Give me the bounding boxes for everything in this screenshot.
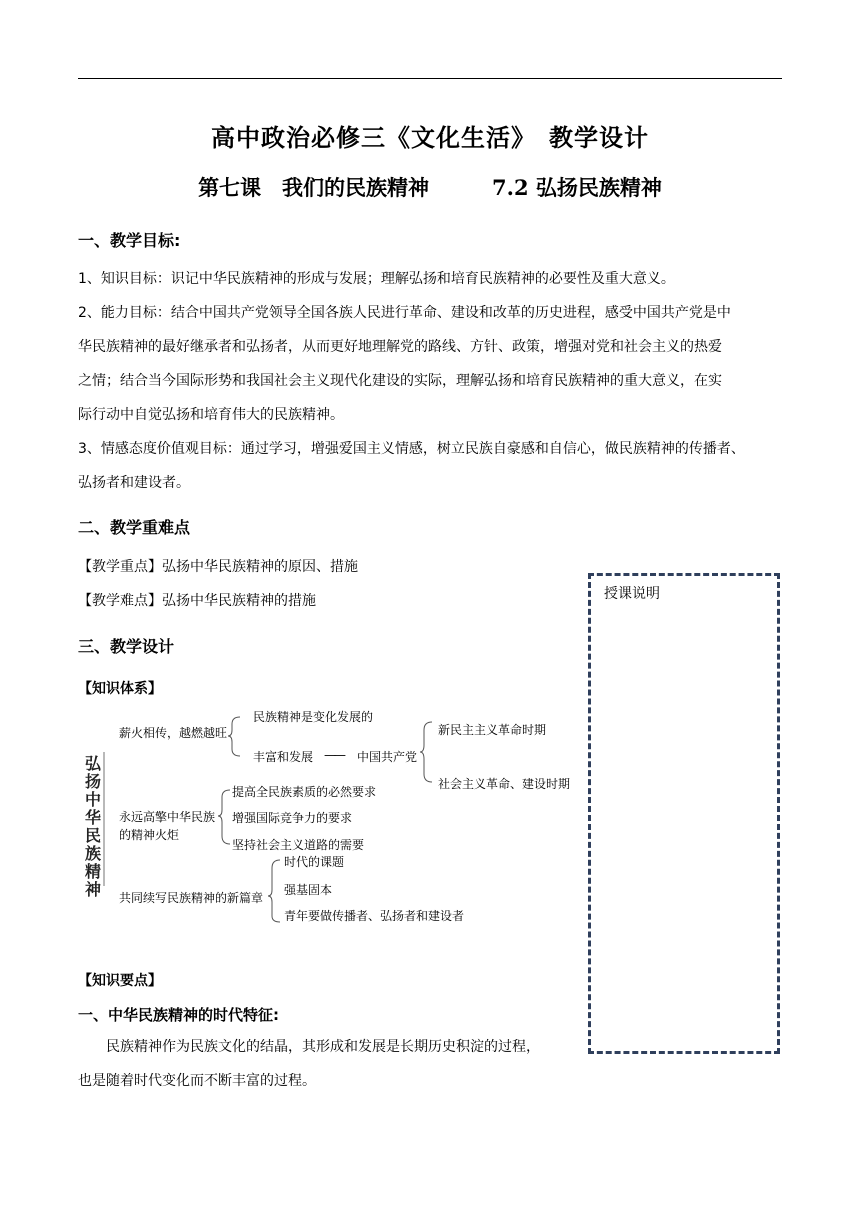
objective-ability-line-2: 华民族精神的最好继承者和弘扬者，从而更好地理解党的路线、方针、政策，增强对党和社会主义的热爱 bbox=[78, 339, 722, 355]
objective-ability-line-3: 之情；结合当今国际形势和我国社会主义现代化建设的实际，理解弘扬和培育民族精神的重大意义，在实 bbox=[78, 373, 722, 389]
brace-branch2 bbox=[218, 790, 230, 844]
knowledge-points-heading: 一、中华民族精神的时代特征: bbox=[78, 1006, 279, 1024]
diagram-branch2-line2: 的精神火炬 bbox=[119, 828, 180, 842]
diagram-branch1-dash: —— bbox=[324, 748, 344, 762]
knowledge-paragraph-line-2: 也是随着时代变化而不断丰富的过程。 bbox=[78, 1073, 316, 1089]
brace-branch1 bbox=[228, 717, 240, 756]
diagram-branch1-sub1: 民族精神是变化发展的 bbox=[253, 710, 374, 724]
diagram-root-label: 弘 扬 中 华 民 族 精 神 bbox=[84, 754, 101, 899]
diagram-branch2-sub2: 增强国际竞争力的要求 bbox=[232, 811, 353, 825]
diagram-branch3-sub1: 时代的课题 bbox=[284, 855, 345, 869]
document-title: 高中政治必修三《文化生活》 教学设计 bbox=[211, 124, 649, 152]
document-subtitle: 第七课 我们的民族精神 7.2 弘扬民族精神 bbox=[198, 175, 662, 200]
diagram-branch1-sub2: 丰富和发展 bbox=[253, 750, 314, 764]
diagram-branch2-line1: 永远高擎中华民族 bbox=[119, 810, 216, 824]
diagram-branch1: 薪火相传，越燃越旺 bbox=[119, 726, 228, 740]
diagram-party-sub2: 社会主义革命、建设时期 bbox=[438, 777, 571, 791]
knowledge-points-label: 【知识要点】 bbox=[78, 973, 162, 989]
objective-knowledge: 1、知识目标：识记中华民族精神的形成与发展；理解弘扬和培育民族精神的必要性及重大意义。 bbox=[78, 271, 675, 287]
diagram-branch3-sub2: 强基固本 bbox=[284, 883, 333, 897]
objective-emotion-line-1: 3、情感态度价值观目标：通过学习，增强爱国主义情感，树立民族自豪感和自信心，做民族精神的传播者、 bbox=[78, 441, 745, 457]
objective-emotion-line-2: 弘扬者和建设者。 bbox=[78, 475, 190, 491]
section-heading-key-points: 二、教学重难点 bbox=[78, 518, 191, 537]
key-point: 【教学重点】弘扬中华民族精神的原因、措施 bbox=[78, 559, 358, 575]
diagram-branch2-sub1: 提高全民族素质的必然要求 bbox=[232, 785, 377, 799]
section-heading-design: 三、教学设计 bbox=[78, 637, 175, 656]
brace-branch3 bbox=[268, 860, 280, 922]
difficult-point: 【教学难点】弘扬中华民族精神的措施 bbox=[78, 593, 316, 609]
diagram-branch3: 共同续写民族精神的新篇章 bbox=[119, 891, 264, 905]
teaching-notes-title: 授课说明 bbox=[604, 586, 660, 602]
diagram-branch3-sub3: 青年要做传播者、弘扬者和建设者 bbox=[284, 909, 465, 923]
brace-party bbox=[420, 722, 432, 782]
diagram-branch2-sub3: 坚持社会主义道路的需要 bbox=[232, 838, 365, 852]
objective-ability-line-4: 际行动中自觉弘扬和培育伟大的民族精神。 bbox=[78, 407, 344, 423]
diagram-party-sub1: 新民主主义革命时期 bbox=[438, 723, 547, 737]
diagram-party: 中国共产党 bbox=[357, 750, 418, 764]
teaching-notes-box[interactable] bbox=[588, 573, 780, 1054]
section-heading-objectives: 一、教学目标: bbox=[78, 231, 181, 250]
knowledge-paragraph-line-1: 民族精神作为民族文化的结晶，其形成和发展是长期历史积淀的过程， bbox=[78, 1039, 540, 1055]
objective-ability-line-1: 2、能力目标：结合中国共产党领导全国各族人民进行革命、建设和改革的历史进程，感受中国共产党是中 bbox=[78, 305, 731, 321]
knowledge-system-label: 【知识体系】 bbox=[78, 681, 162, 697]
